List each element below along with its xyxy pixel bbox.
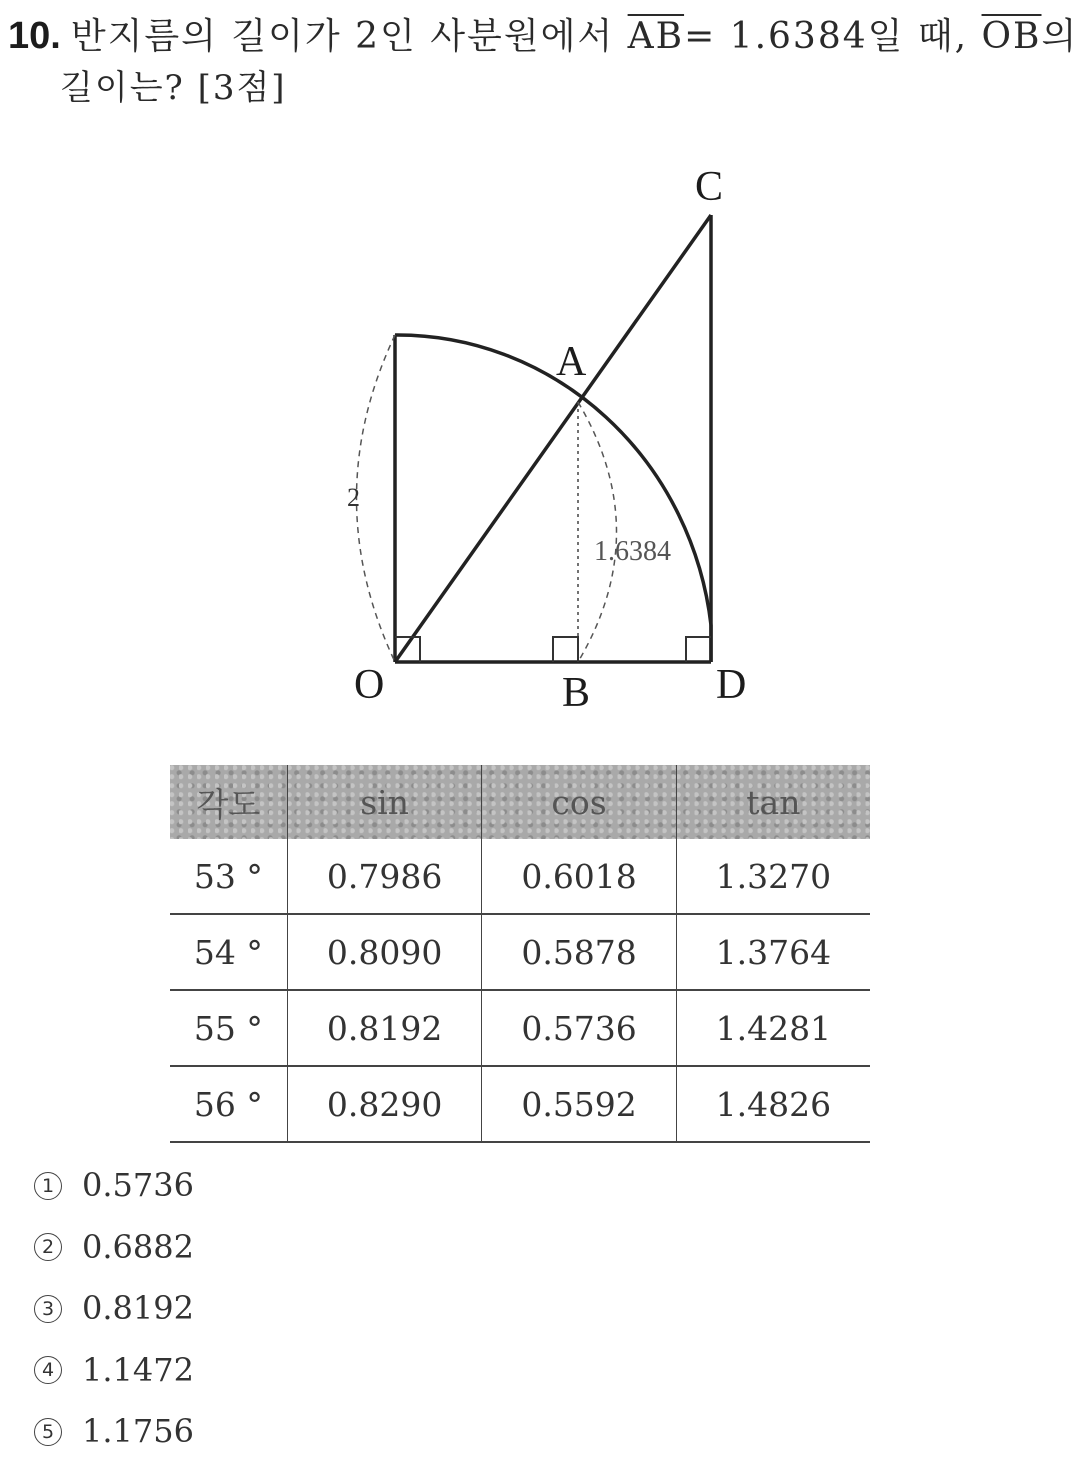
choice-3[interactable] — [34, 1278, 194, 1340]
label-o: O — [354, 662, 384, 708]
segment-ob-label: $\overline{OB}$ — [982, 16, 1042, 57]
cell-tan: 1.4281 — [676, 990, 870, 1066]
header-tan: tan — [676, 765, 870, 839]
table-header-row — [170, 765, 870, 839]
cell-angle: 54 ° — [170, 914, 287, 990]
question-text-part1: 반지름의 길이가 2인 사분원에서 — [71, 16, 628, 57]
choice-marker-5: 5 — [34, 1418, 62, 1446]
choice-4[interactable] — [34, 1340, 194, 1402]
quarter-circle-arc — [395, 335, 711, 625]
cell-tan: 1.3270 — [676, 839, 870, 914]
table-row — [170, 914, 870, 990]
choice-marker-3: 3 — [34, 1295, 62, 1323]
choice-5[interactable] — [34, 1401, 194, 1463]
header-cos: cos — [482, 765, 676, 839]
choice-marker-1: 1 — [34, 1172, 62, 1200]
label-c: C — [695, 164, 723, 210]
cell-tan: 1.3764 — [676, 914, 870, 990]
choice-value-3: 0.8192 — [82, 1278, 194, 1340]
question-text-part2: = 1.6384일 때, — [684, 16, 981, 57]
cell-cos: 0.5592 — [482, 1066, 676, 1142]
table-row — [170, 839, 870, 914]
ab-value-label: 1.6384 — [594, 536, 671, 567]
table-row — [170, 990, 870, 1066]
choice-marker-4: 4 — [34, 1356, 62, 1384]
trig-table — [170, 765, 870, 1143]
cell-angle: 56 ° — [170, 1066, 287, 1142]
radius-value-label: 2 — [347, 483, 360, 512]
radius-brace — [357, 335, 396, 662]
cell-sin: 0.8290 — [287, 1066, 481, 1142]
question-line-2: 길이는? [3점] — [8, 63, 1058, 113]
cell-angle: 55 ° — [170, 990, 287, 1066]
question-text-part3: 의 — [1042, 16, 1078, 57]
label-b: B — [562, 670, 590, 716]
cell-sin: 0.8192 — [287, 990, 481, 1066]
cell-tan: 1.4826 — [676, 1066, 870, 1142]
choice-marker-2: 2 — [34, 1233, 62, 1261]
label-a: A — [556, 339, 587, 385]
right-angle-d — [686, 637, 711, 662]
cell-angle: 53 ° — [170, 839, 287, 914]
choice-value-5: 1.1756 — [82, 1401, 194, 1463]
ab-brace — [578, 402, 617, 662]
choice-1[interactable] — [34, 1155, 194, 1217]
answer-choices — [34, 1155, 194, 1463]
segment-oc — [395, 215, 711, 662]
cell-cos: 0.5878 — [482, 914, 676, 990]
choice-value-4: 1.1472 — [82, 1340, 194, 1402]
header-sin: sin — [287, 765, 481, 839]
header-angle: 각도 — [170, 765, 287, 839]
question-number: 10. — [8, 15, 61, 57]
table-row — [170, 1066, 870, 1142]
choice-2[interactable] — [34, 1217, 194, 1279]
choice-value-2: 0.6882 — [82, 1217, 194, 1279]
segment-ab-label: $\overline{AB}$ — [628, 16, 684, 57]
right-angle-b — [553, 637, 578, 662]
cell-sin: 0.8090 — [287, 914, 481, 990]
cell-sin: 0.7986 — [287, 839, 481, 914]
cell-cos: 0.5736 — [482, 990, 676, 1066]
choice-value-1: 0.5736 — [82, 1155, 194, 1217]
label-d: D — [716, 662, 746, 708]
cell-cos: 0.6018 — [482, 839, 676, 914]
